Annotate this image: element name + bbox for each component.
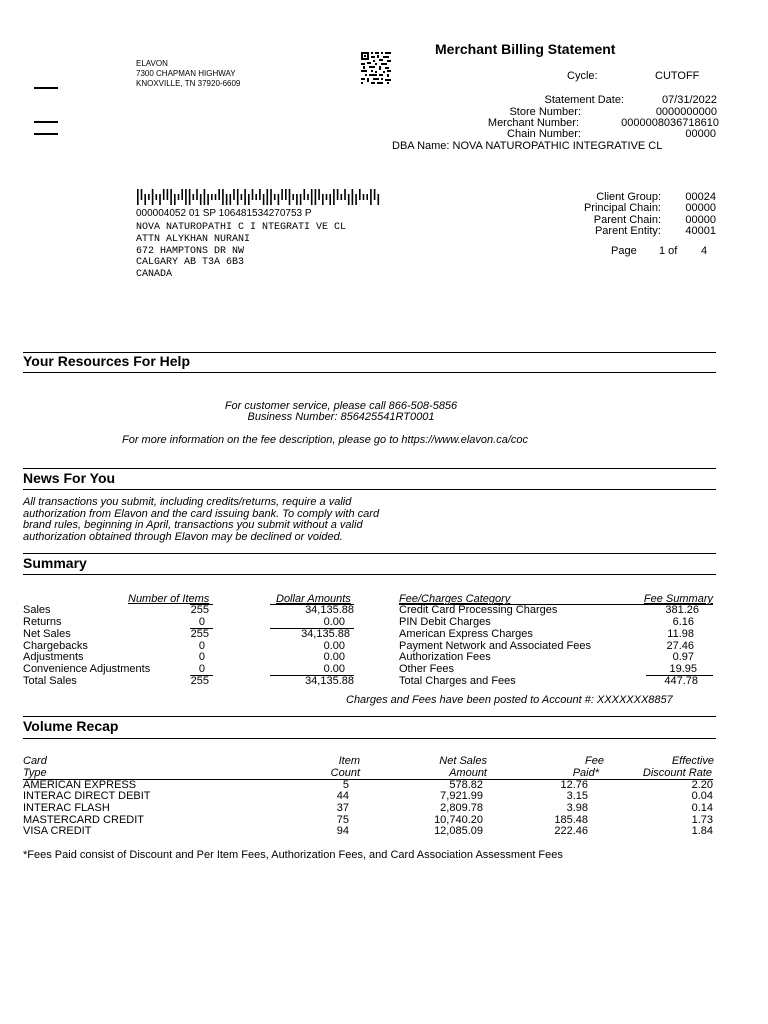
mailing-address-line-5: CANADA [136, 269, 173, 280]
company-address-line-2: KNOXVILLE, TN 37920-6609 [136, 79, 241, 88]
barcode-bar [218, 189, 220, 200]
barcode-bar [270, 189, 272, 205]
mailing-address-line-1: NOVA NATUROPATHI C I NTEGRATI VE CL [136, 222, 347, 233]
volume-item-count: 94 [336, 825, 349, 837]
volume-net-sales: 10,740.20 [434, 814, 483, 826]
news-text-line-3: brand rules, beginning in April, transactions you submit without a valid [23, 519, 363, 531]
fee-amount: 19.95 [669, 663, 697, 675]
barcode-bar [329, 194, 331, 205]
volume-card-type: AMERICAN EXPRESS [23, 779, 137, 791]
barcode-bar [352, 189, 354, 205]
chain-number-value: 00000 [685, 128, 716, 140]
summary-row-amount: 34,135.88 [305, 675, 354, 687]
barcode-bar [144, 194, 146, 205]
volume-discount-rate: 0.04 [691, 790, 713, 802]
volume-rule-bottom [23, 738, 716, 739]
summary-row-label: Chargebacks [23, 640, 88, 652]
summary-row-amount: 0.00 [323, 663, 345, 675]
barcode-bar [267, 189, 269, 205]
barcode-bar [278, 194, 280, 205]
fee-category: Payment Network and Associated Fees [399, 640, 591, 652]
principal-chain-value: 00000 [685, 202, 716, 214]
mailing-address-line-3: 672 HAMPTONS DR NW [136, 246, 245, 257]
qr-code [361, 52, 391, 84]
summary-row-items: 0 [198, 640, 205, 652]
volume-col-net-1: Net Sales [439, 755, 487, 767]
barcode-bar [174, 194, 176, 205]
fee-total-rule [646, 675, 713, 676]
barcode-bar [204, 189, 206, 205]
summary-row-items: 0 [198, 616, 205, 628]
volume-col-net-2: Amount [449, 767, 487, 779]
summary-row-label: Returns [23, 616, 62, 628]
page-total: 4 [701, 245, 708, 257]
mailing-reference-line: 000004052 01 SP 106481534270753 P [136, 208, 312, 219]
mailing-address-line-4: CALGARY AB T3A 6B3 [136, 257, 245, 268]
barcode-bar [222, 189, 224, 205]
merchant-number-value: 0000008036718610 [621, 117, 719, 129]
volume-col-card-2: Type [23, 767, 47, 779]
volume-col-count-1: Item [338, 755, 360, 767]
summary-row-items: 0 [198, 663, 205, 675]
volume-net-sales: 578.82 [449, 779, 483, 791]
principal-chain-label: Principal Chain: [583, 202, 661, 214]
items-subtotal-rule-2 [190, 628, 213, 629]
summary-row-items: 255 [190, 675, 209, 687]
barcode-bar [211, 194, 213, 200]
volume-fee-paid: 222.46 [554, 825, 588, 837]
volume-card-type: INTERAC DIRECT DEBIT [23, 790, 151, 802]
barcode-bar [226, 194, 228, 205]
cycle-value: CUTOFF [655, 70, 700, 82]
summary-row-label: Net Sales [23, 628, 71, 640]
parent-chain-label: Parent Chain: [593, 214, 661, 226]
barcode-bar [333, 189, 335, 205]
barcode-bar [215, 194, 217, 200]
summary-row-amount: 34,135.88 [305, 604, 354, 616]
fee-amount: 11.98 [667, 628, 694, 640]
fee-category: Authorization Fees [399, 651, 491, 663]
fee-column-rule-top [399, 604, 713, 605]
help-rule-bottom [23, 372, 716, 373]
company-address-line-1: 7300 CHAPMAN HIGHWAY [136, 69, 236, 78]
cycle-label: Cycle: [567, 70, 598, 82]
barcode-bar [348, 194, 350, 205]
fee-category: American Express Charges [399, 628, 533, 640]
page-current: 1 of [659, 245, 678, 257]
barcode-bar [230, 194, 232, 205]
fee-category-total: Total Charges and Fees [399, 675, 516, 687]
barcode-bar [207, 194, 209, 205]
volume-col-rate-2: Discount Rate [642, 767, 712, 779]
barcode-bar [248, 194, 250, 205]
barcode-bar [374, 189, 376, 200]
mailing-address-line-2: ATTN ALYKHAN NURANI [136, 234, 251, 245]
barcode-bar [148, 194, 150, 200]
barcode-bar [366, 194, 368, 200]
news-text-line-2: authorization from Elavon and the card issuing bank. To comply with card [23, 508, 380, 520]
barcode-bar [315, 189, 317, 205]
summary-row-items: 0 [198, 651, 205, 663]
barcode-bar [252, 189, 254, 200]
volume-fee-paid: 3.98 [566, 802, 588, 814]
barcode-bar [378, 194, 380, 205]
barcode-bar [307, 194, 309, 200]
news-text-line-4: authorization obtained through Elavon may be declined or voided. [23, 531, 343, 543]
summary-heading: Summary [23, 555, 87, 571]
volume-item-count: 75 [336, 814, 349, 826]
fee-amount: 381.26 [665, 604, 699, 616]
page-label: Page [611, 245, 637, 257]
barcode-bar [237, 189, 239, 205]
summary-row-items: 255 [190, 628, 209, 640]
parent-entity-label: Parent Entity: [594, 225, 661, 237]
barcode-bar [170, 189, 172, 205]
barcode-bar [233, 189, 235, 200]
client-group-label: Client Group: [596, 191, 661, 203]
news-text-line-1: All transactions you submit, including credits/returns, require a valid [23, 496, 352, 508]
business-number-line: Business Number: 856425541RT0001 [247, 411, 435, 423]
volume-discount-rate: 2.20 [691, 779, 713, 791]
volume-item-count: 37 [336, 802, 349, 814]
barcode-bar [281, 189, 283, 200]
barcode-bar [355, 194, 357, 205]
barcode-bar [363, 194, 365, 200]
items-subtotal-rule-1 [190, 604, 213, 605]
store-number-label: Store Number: [509, 106, 581, 118]
amount-subtotal-rule-3 [270, 675, 354, 676]
barcode-bar [196, 189, 198, 200]
barcode-bar [159, 194, 161, 205]
barcode-bar [300, 194, 302, 205]
fee-category: PIN Debit Charges [399, 616, 491, 628]
news-rule-top [23, 468, 716, 469]
volume-item-count: 44 [336, 790, 349, 802]
volume-discount-rate: 0.14 [691, 802, 713, 814]
barcode-bar [255, 194, 257, 200]
barcode-bar [337, 189, 339, 200]
statement-date-value: 07/31/2022 [661, 94, 717, 106]
volume-col-rate-1: Effective [671, 755, 714, 767]
volume-fee-paid: 12.76 [560, 779, 588, 791]
summary-row-label: Convenience Adjustments [23, 663, 151, 675]
parent-chain-value: 00000 [685, 214, 716, 226]
barcode-bar [137, 189, 139, 205]
fold-mark-bottom [34, 133, 58, 135]
barcode-bar [304, 189, 306, 200]
fees-footnote: *Fees Paid consist of Discount and Per Item Fees, Authorization Fees, and Card Association Assessment Fees [23, 849, 563, 861]
barcode-bar [141, 189, 143, 200]
summary-row-amount: 0.00 [323, 651, 345, 663]
fee-info-line: For more information on the fee description, please go to https://www.elavon.ca/coc [122, 434, 528, 446]
volume-col-count-2: Count [330, 767, 360, 779]
chain-number-label: Chain Number: [507, 128, 581, 140]
summary-row-label: Total Sales [23, 675, 77, 687]
summary-row-amount: 0.00 [323, 640, 345, 652]
volume-rule-top [23, 716, 716, 717]
barcode-bar [311, 189, 313, 205]
volume-net-sales: 2,809.78 [440, 802, 483, 814]
barcode-bar [200, 194, 202, 205]
merchant-number-label: Merchant Number: [487, 117, 579, 129]
barcode-bar [318, 189, 320, 200]
fee-amount: 0.97 [672, 651, 694, 663]
fold-mark-top [34, 87, 58, 89]
fold-mark-middle [34, 121, 58, 123]
barcode-bar [322, 194, 324, 205]
company-name: ELAVON [136, 59, 168, 68]
volume-card-type: INTERAC FLASH [23, 802, 110, 814]
volume-fee-paid: 3.15 [566, 790, 588, 802]
summary-row-amount: 34,135.88 [301, 628, 350, 640]
barcode-bar [193, 194, 195, 200]
barcode-bar [178, 194, 180, 200]
client-group-value: 00024 [685, 191, 716, 203]
barcode-bar [185, 189, 187, 205]
barcode-bar [163, 189, 165, 200]
volume-card-type: MASTERCARD CREDIT [23, 814, 145, 826]
barcode-bar [189, 189, 191, 205]
volume-fee-paid: 185.48 [554, 814, 588, 826]
volume-heading: Volume Recap [23, 718, 119, 734]
summary-col-amounts: Dollar Amounts [276, 593, 351, 605]
barcode-bar [263, 194, 265, 205]
customer-service-line: For customer service, please call 866-508-5856 [224, 400, 458, 412]
help-heading: Your Resources For Help [23, 353, 191, 369]
barcode-bar [274, 194, 276, 200]
fee-amount: 27.46 [666, 640, 694, 652]
summary-row-amount: 0.00 [323, 616, 345, 628]
barcode-bar [285, 189, 287, 200]
barcode-bar [152, 189, 154, 205]
summary-row-label: Adjustments [23, 651, 84, 663]
barcode-bar [296, 194, 298, 205]
summary-rule-bottom [23, 574, 716, 575]
amount-subtotal-rule-1 [270, 604, 354, 605]
barcode-bar [370, 189, 372, 205]
postal-barcode [136, 189, 382, 205]
volume-net-sales: 12,085.09 [434, 825, 483, 837]
volume-discount-rate: 1.84 [691, 825, 713, 837]
barcode-bar [241, 194, 243, 200]
volume-col-fee-1: Fee [585, 755, 604, 767]
summary-col-fee: Fee Summary [643, 593, 713, 605]
volume-net-sales: 7,921.99 [440, 790, 483, 802]
summary-row-items: 255 [190, 604, 209, 616]
fee-amount: 6.16 [672, 616, 694, 628]
summary-col-category: Fee/Charges Category [399, 593, 511, 605]
volume-discount-rate: 1.73 [691, 814, 713, 826]
dba-name: DBA Name: NOVA NATUROPATHIC INTEGRATIVE CL [392, 140, 663, 152]
barcode-bar [359, 189, 361, 200]
barcode-bar [181, 189, 183, 200]
amount-subtotal-rule-2 [270, 628, 354, 629]
fee-category: Credit Card Processing Charges [399, 604, 558, 616]
barcode-bar [244, 189, 246, 205]
barcode-bar [289, 189, 291, 205]
items-subtotal-rule-3 [190, 675, 213, 676]
summary-col-items: Number of Items [128, 593, 210, 605]
fee-amount-total: 447.78 [664, 675, 698, 687]
summary-row-label: Sales [23, 604, 51, 616]
news-heading: News For You [23, 470, 116, 486]
barcode-bar [259, 189, 261, 200]
barcode-bar [326, 194, 328, 200]
statement-date-label: Statement Date: [544, 94, 624, 106]
barcode-bar [167, 189, 169, 200]
fee-category: Other Fees [399, 663, 455, 675]
barcode-bar [292, 194, 294, 200]
news-rule-bottom [23, 489, 716, 490]
volume-col-card-1: Card [23, 755, 47, 767]
statement-title: Merchant Billing Statement [435, 41, 616, 57]
store-number-value: 0000000000 [655, 106, 717, 118]
volume-card-type: VISA CREDIT [23, 825, 92, 837]
barcode-bar [344, 189, 346, 200]
volume-item-count: 5 [342, 779, 349, 791]
barcode-bar [156, 194, 158, 200]
parent-entity-value: 40001 [685, 225, 716, 237]
volume-col-fee-2: Paid* [572, 767, 599, 779]
charges-posted-note: Charges and Fees have been posted to Account #: XXXXXXX8857 [346, 694, 673, 706]
summary-rule-top [23, 553, 716, 554]
barcode-bar [341, 194, 343, 200]
